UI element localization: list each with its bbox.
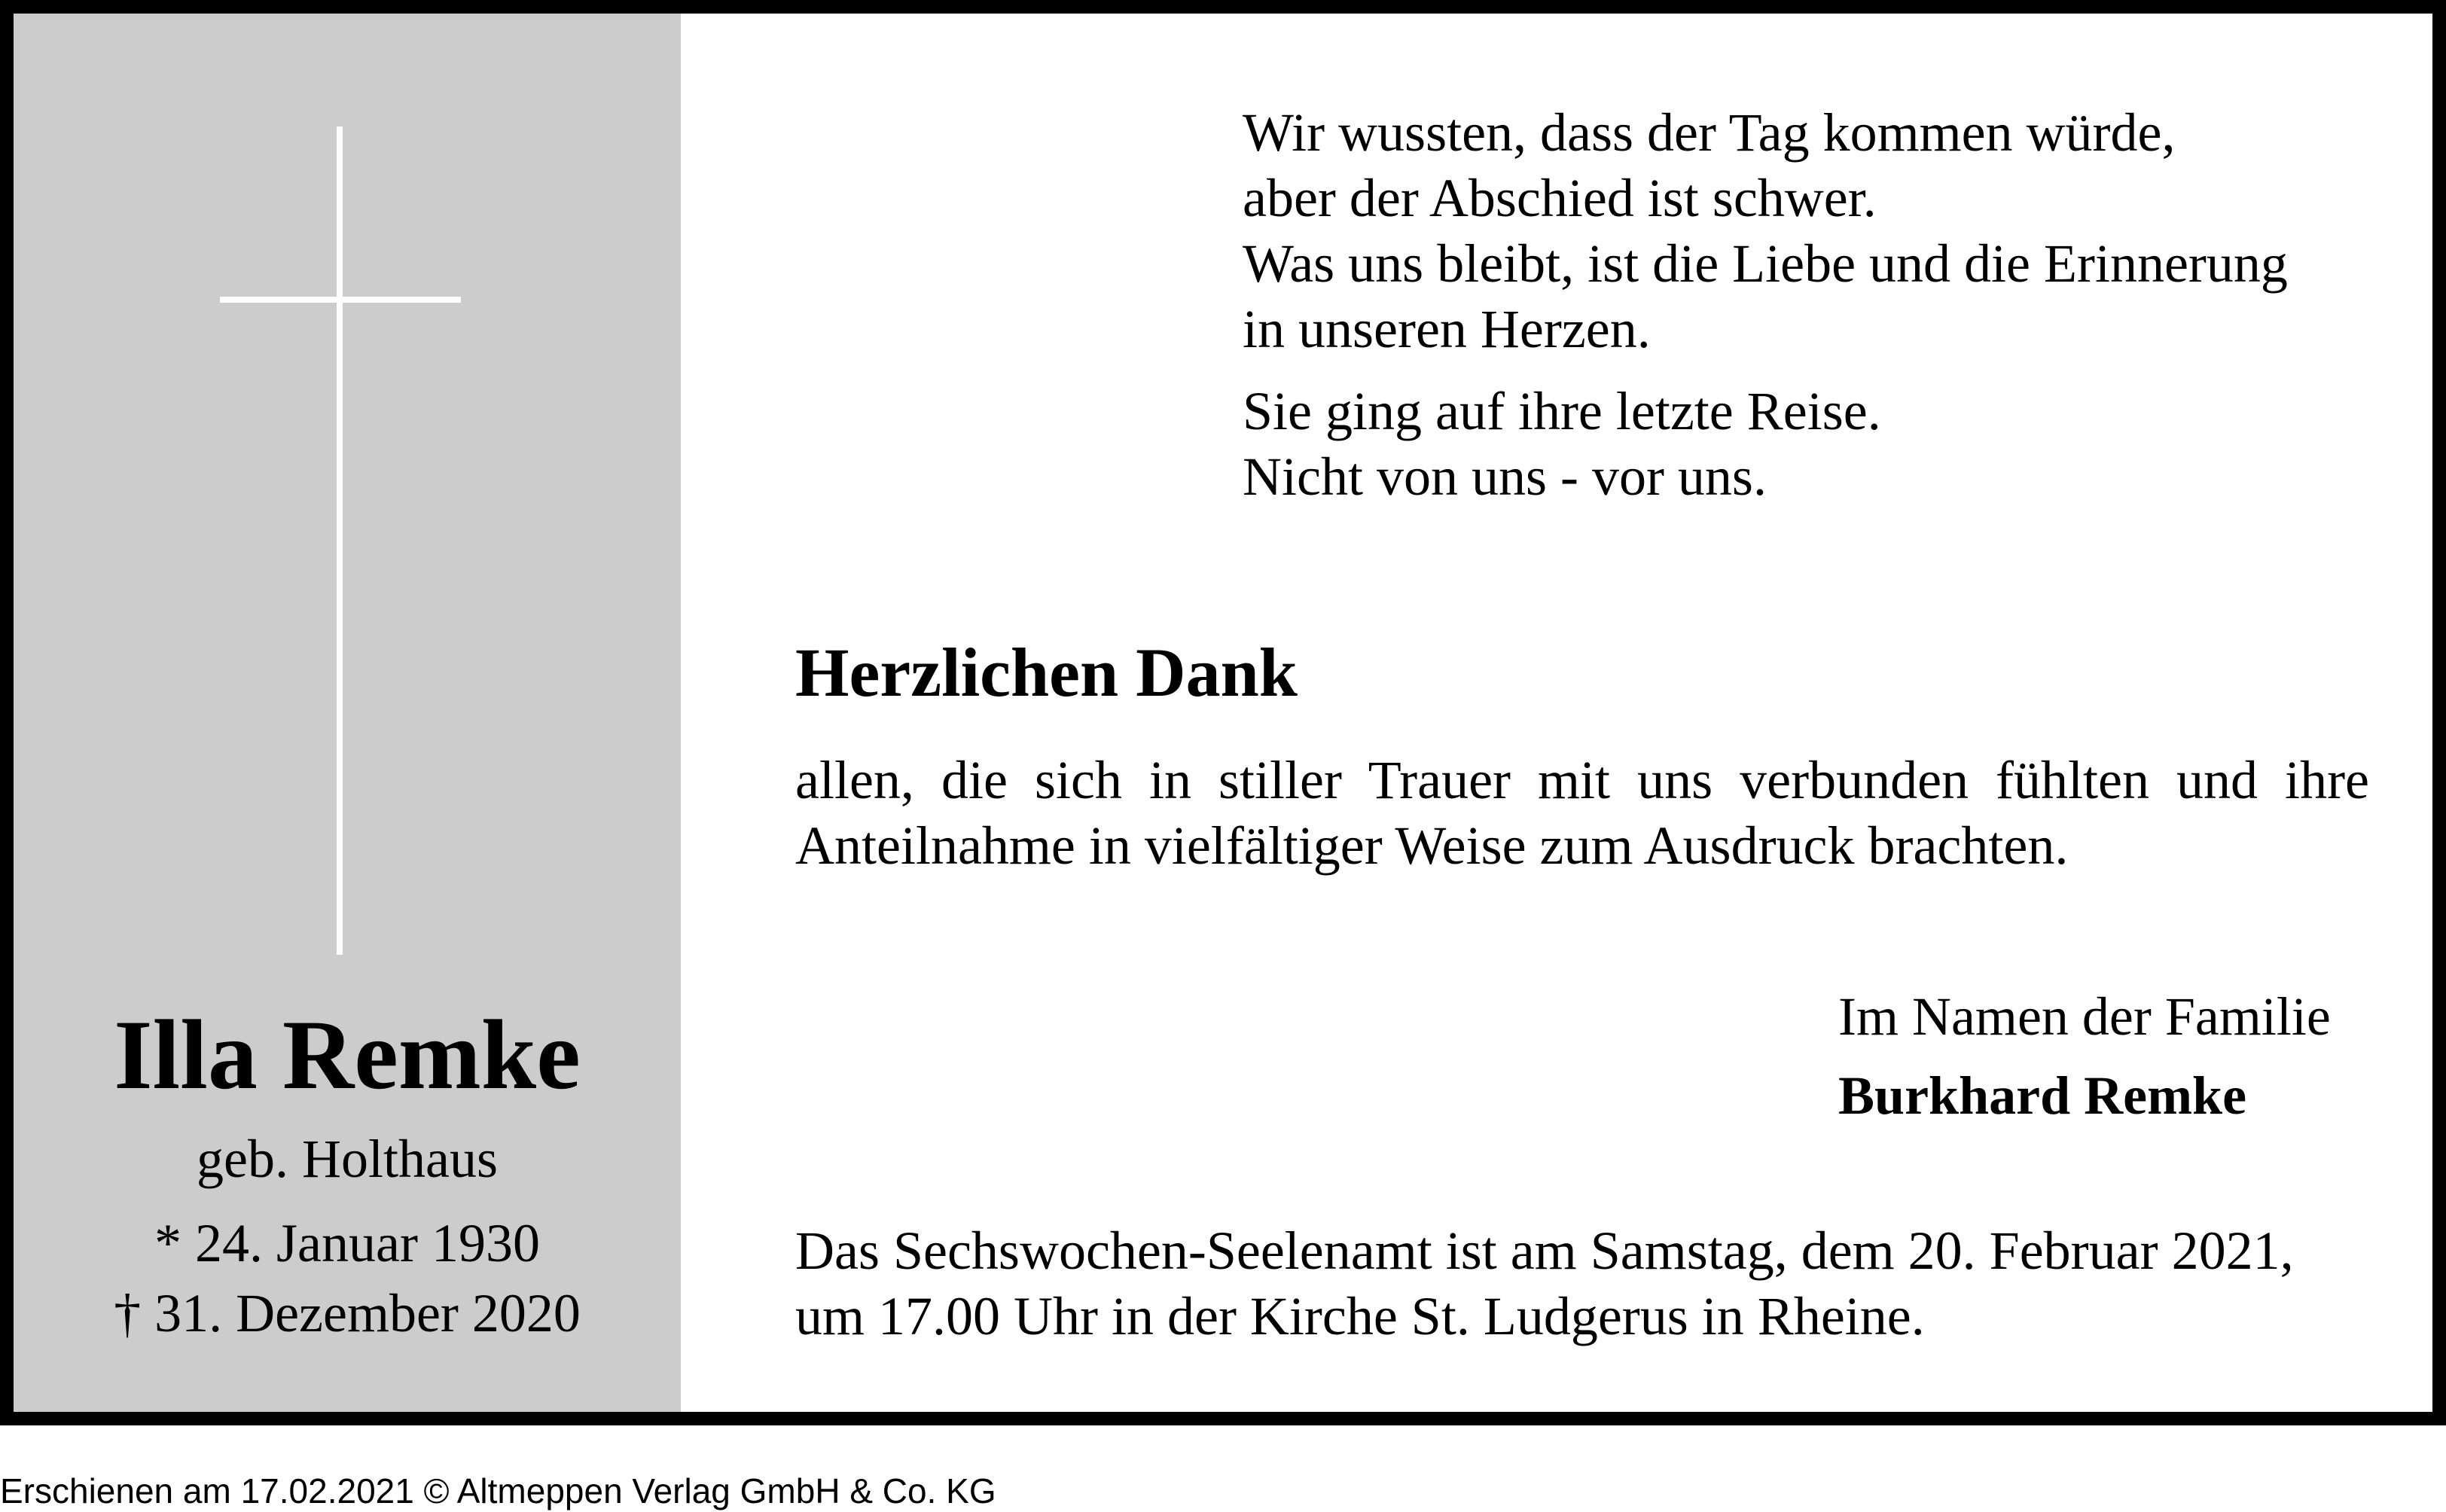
mass-notice-line: Das Sechswochen-Seelenamt ist am Samstag, dem 20. Februar 2021,	[795, 1221, 2294, 1281]
poem-line: aber der Abschied ist schwer.	[1243, 168, 1877, 228]
poem-line: Nicht von uns - vor uns.	[1243, 447, 1767, 507]
thanks-line: Anteilnahme in vielfältiger Weise zum Ausdruck brachten.	[795, 815, 2069, 876]
poem	[1243, 100, 2288, 510]
poem-line: in unseren Herzen.	[1243, 299, 1651, 359]
thanks-line: allen, die sich in stiller Trauer mit uns verbunden fühlten und ihre	[795, 750, 2369, 810]
birth-name: geb. Holthaus	[197, 1129, 498, 1189]
cross-icon	[220, 127, 461, 955]
signature-name: Burkhard Remke	[1838, 1065, 2247, 1126]
mass-notice-line: um 17.00 Uhr in der Kirche St. Ludgerus in Rheine.	[795, 1286, 1925, 1346]
thanks-heading: Herzlichen Dank	[795, 634, 1298, 711]
right-panel	[681, 14, 2432, 1412]
poem-line: Sie ging auf ihre letzte Reise.	[1243, 381, 1881, 441]
death-date: † 31. Dezember 2020	[114, 1283, 581, 1343]
left-panel	[14, 14, 681, 1412]
poem-stanza-2	[1243, 379, 2288, 510]
publication-footer: Erschienen am 17.02.2021 © Altmeppen Verlag GmbH & Co. KG	[0, 1471, 996, 1510]
mass-notice	[795, 1218, 2369, 1349]
signature	[1838, 977, 2331, 1136]
cross-horizontal-bar	[220, 297, 461, 303]
cross-vertical-bar	[337, 127, 343, 955]
poem-line: Was uns bleibt, ist die Liebe und die Erinnerung	[1243, 233, 2288, 294]
poem-line: Wir wussten, dass der Tag kommen würde,	[1243, 102, 2176, 163]
poem-stanza-1	[1243, 100, 2288, 362]
thanks-text	[795, 748, 2369, 879]
signature-intro: Im Namen der Familie	[1838, 986, 2331, 1047]
birth-date: * 24. Januar 1930	[154, 1213, 540, 1273]
deceased-name: Illa Remke	[114, 999, 581, 1110]
